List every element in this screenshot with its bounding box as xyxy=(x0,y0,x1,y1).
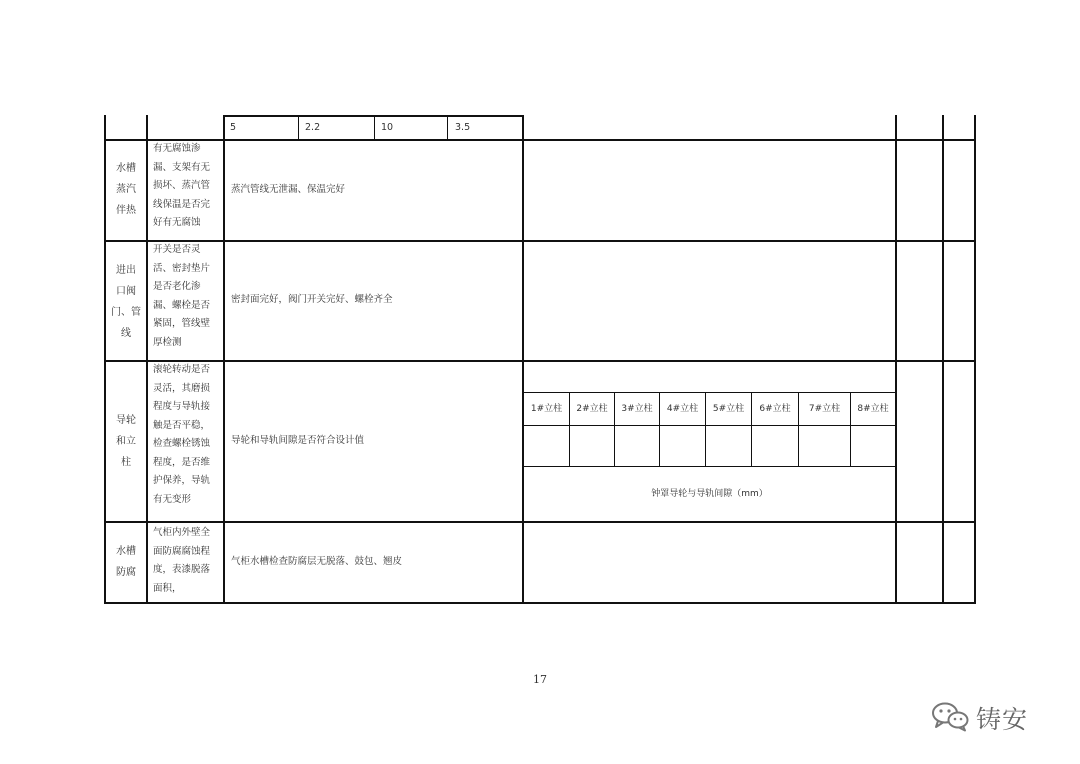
item-cell xyxy=(106,541,146,583)
table-rule xyxy=(146,115,148,603)
content-line: 滚轮转动是否 xyxy=(153,364,211,375)
table-rule xyxy=(298,115,299,140)
item-line: 水槽 xyxy=(116,163,136,174)
content-line: 损坏、蒸汽管 xyxy=(153,180,211,191)
table-rule xyxy=(104,602,976,604)
content-line: 检查螺栓锈蚀 xyxy=(153,438,211,449)
content-cell xyxy=(153,361,223,509)
table-rule xyxy=(104,139,976,141)
pillar-column-header: 6#立柱 xyxy=(759,404,791,414)
content-line: 漏、螺栓是否 xyxy=(153,299,211,311)
table-rule xyxy=(523,466,896,467)
item-line: 防腐 xyxy=(116,567,136,578)
table-rule xyxy=(974,115,976,603)
pillar-column-header: 7#立柱 xyxy=(808,404,841,414)
content-cell xyxy=(153,241,223,352)
item-line: 进出 xyxy=(116,265,136,276)
content-line: 漏、支架有无 xyxy=(153,161,211,173)
top-value: 10 xyxy=(381,122,394,133)
requirement-cell: 导轮和导轨间隙是否符合设计值 xyxy=(231,435,365,446)
table-rule xyxy=(447,115,448,140)
content-line: 程度，是否维 xyxy=(153,456,211,468)
content-line: 是否老化渗 xyxy=(153,281,201,292)
item-line: 口阀 xyxy=(116,286,136,297)
content-line: 开关是否灵 xyxy=(153,244,201,255)
table-rule xyxy=(104,360,976,362)
item-line: 导轮 xyxy=(116,415,136,426)
requirement-cell: 气柜水槽检查防腐层无脱落、鼓包、翘皮 xyxy=(231,556,403,567)
item-line: 蒸汽 xyxy=(116,184,136,195)
pillar-column-header: 4#立柱 xyxy=(666,404,699,414)
content-cell xyxy=(153,140,223,233)
item-cell xyxy=(106,158,146,221)
item-cell xyxy=(106,260,146,344)
content-line: 气柜内外壁全 xyxy=(153,527,211,538)
wechat-icon xyxy=(930,700,970,736)
requirement-cell: 密封面完好，阀门开关完好、螺栓齐全 xyxy=(231,294,393,305)
content-line: 紧固，管线壁 xyxy=(153,318,211,329)
item-cell xyxy=(106,410,146,473)
item-line: 线 xyxy=(121,328,131,339)
content-line: 灵活，其磨损 xyxy=(153,382,211,394)
content-line: 有无变形 xyxy=(153,493,192,505)
item-line: 柱 xyxy=(121,457,131,468)
table-rule xyxy=(104,521,976,523)
table-rule xyxy=(104,240,976,242)
pillar-column-header: 5#立柱 xyxy=(712,404,745,414)
content-line: 面防腐腐蚀程 xyxy=(153,545,211,557)
content-line: 好有无腐蚀 xyxy=(153,217,201,228)
watermark xyxy=(930,698,1070,738)
content-line: 触是否平稳， xyxy=(153,419,211,431)
item-line: 伴热 xyxy=(116,205,136,216)
table-rule xyxy=(523,425,896,426)
content-line: 厚检测 xyxy=(153,336,182,348)
top-value: 5 xyxy=(230,122,237,133)
pillar-column-header: 8#立柱 xyxy=(857,404,889,414)
table-rule xyxy=(223,115,225,603)
pillar-column-header: 1#立柱 xyxy=(530,404,563,414)
pillar-column-header: 2#立柱 xyxy=(576,404,608,414)
content-line: 面积， xyxy=(153,582,182,594)
table-rule xyxy=(374,115,375,140)
content-line: 线保温是否完 xyxy=(153,198,211,210)
item-line: 水槽 xyxy=(116,546,136,557)
requirement-cell: 蒸汽管线无泄漏、保温完好 xyxy=(231,184,346,195)
top-value: 3.5 xyxy=(455,122,471,133)
content-line: 有无腐蚀渗 xyxy=(153,143,201,154)
content-line: 程度与导轨接 xyxy=(153,401,211,412)
table-rule xyxy=(523,392,896,393)
item-line: 门、管 xyxy=(111,307,141,318)
table-rule xyxy=(522,115,524,603)
watermark-text: 铸安 xyxy=(976,705,1029,734)
content-cell xyxy=(153,524,223,598)
content-line: 护保养，导轨 xyxy=(153,475,211,486)
table-rule xyxy=(223,115,523,117)
gap-caption: 钟罩导轮与导轨间隙（mm） xyxy=(651,489,768,499)
item-line: 和立 xyxy=(116,436,136,447)
content-line: 度，表漆脱落 xyxy=(153,564,211,575)
top-value: 2.2 xyxy=(305,122,321,133)
pillar-column-header: 3#立柱 xyxy=(621,404,653,414)
table-rule xyxy=(895,115,897,603)
page-number: 17 xyxy=(533,673,547,686)
table-rule xyxy=(942,115,944,603)
content-line: 活、密封垫片 xyxy=(153,262,211,274)
